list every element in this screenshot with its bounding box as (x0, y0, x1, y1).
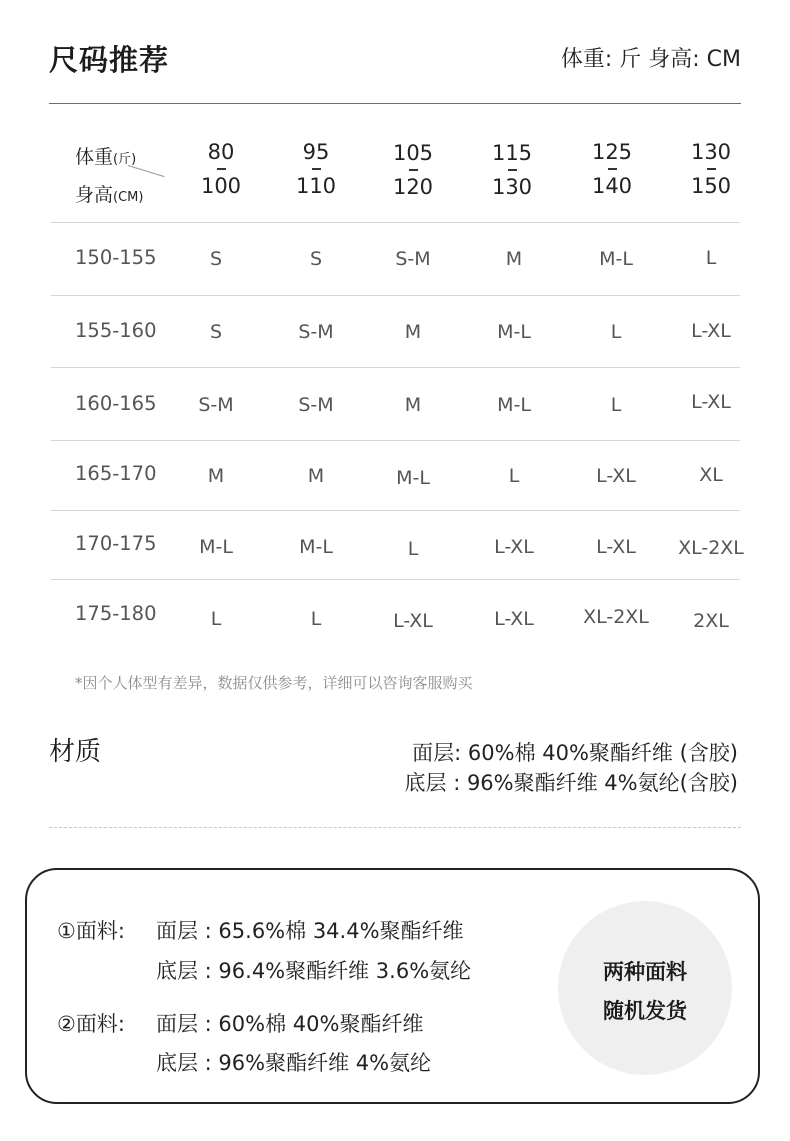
table-cell: L (508, 465, 520, 487)
column-header: 80 100 (200, 140, 242, 198)
table-cell: L-XL (494, 608, 534, 630)
fabric-option-2-label: ②面料: (57, 1012, 125, 1036)
table-cell: L (705, 247, 717, 269)
table-cell: M (404, 321, 422, 343)
table-cell: L-XL (691, 391, 731, 413)
table-cell: L (310, 608, 322, 630)
corner-diagonal (128, 165, 165, 177)
section-divider (49, 827, 741, 828)
units-legend: 体重: 斤 身高: CM (560, 47, 741, 72)
row-divider (51, 579, 740, 580)
badge-line-2: 随机发货 (603, 999, 687, 1023)
header-divider (49, 103, 741, 104)
table-cell: L (610, 394, 622, 416)
fabric-option-2-outer: 面层 : 60%棉 40%聚酯纤维 (156, 1012, 424, 1036)
table-cell: L-XL (494, 536, 534, 558)
table-cell: S-M (395, 248, 431, 270)
table-cell: S-M (298, 321, 334, 343)
row-label: 150-155 (75, 246, 157, 269)
material-inner-layer: 底层 : 96%聚酯纤维 4%氨纶(含胶) (404, 771, 738, 795)
table-cell: M (307, 465, 325, 487)
column-header: 125 140 (591, 140, 633, 198)
column-header: 95 110 (295, 140, 337, 198)
corner-weight-label: 体重(斤) (75, 146, 137, 168)
table-cell: L-XL (596, 536, 636, 558)
row-label: 160-165 (75, 392, 157, 415)
table-cell: M-L (497, 321, 531, 343)
table-cell: M-L (396, 467, 430, 489)
table-cell: M-L (497, 394, 531, 416)
column-header: 115 130 (491, 141, 533, 199)
table-cell: XL-2XL (583, 606, 649, 628)
table-cell: XL (699, 464, 723, 486)
corner-height-label: 身高(CM) (75, 184, 144, 206)
row-divider (51, 367, 740, 368)
material-outer-layer: 面层: 60%棉 40%聚酯纤维 (含胶) (412, 741, 738, 765)
table-cell: L (210, 608, 222, 630)
table-cell: L-XL (596, 465, 636, 487)
page-title: 尺码推荐 (49, 43, 170, 77)
random-shipping-badge (558, 901, 732, 1075)
row-divider (51, 440, 740, 441)
badge-line-1: 两种面料 (603, 960, 687, 984)
table-cell: S (309, 248, 323, 270)
row-divider (51, 222, 740, 223)
table-cell: 2XL (693, 610, 729, 632)
table-cell: S-M (298, 394, 334, 416)
table-cell: M-L (199, 536, 233, 558)
row-divider (51, 510, 740, 511)
column-header: 105 120 (392, 141, 434, 199)
material-title: 材质 (49, 737, 102, 767)
fabric-option-1-label: ①面料: (57, 919, 125, 943)
fabric-option-1-inner: 底层 : 96.4%聚酯纤维 3.6%氨纶 (156, 959, 472, 983)
table-cell: L (407, 538, 419, 560)
row-divider (51, 295, 740, 296)
row-label: 165-170 (75, 462, 157, 485)
row-label: 170-175 (75, 532, 157, 555)
table-cell: L-XL (691, 320, 731, 342)
table-cell: M (505, 248, 523, 270)
table-cell: M-L (599, 248, 633, 270)
table-cell: S (209, 321, 223, 343)
table-cell: M-L (299, 536, 333, 558)
row-label: 175-180 (75, 602, 157, 625)
row-label: 155-160 (75, 319, 157, 342)
disclaimer-note: *因个人体型有差异，数据仅供参考，详细可以咨询客服购买 (75, 674, 473, 692)
table-cell: S-M (198, 394, 234, 416)
table-cell: S (209, 248, 223, 270)
column-header: 130 150 (690, 140, 732, 198)
table-cell: M (207, 465, 225, 487)
table-cell: L (610, 321, 622, 343)
table-cell: XL-2XL (678, 537, 744, 559)
table-cell: L-XL (393, 610, 433, 632)
fabric-option-2-inner: 底层 : 96%聚酯纤维 4%氨纶 (156, 1051, 432, 1075)
fabric-option-1-outer: 面层 : 65.6%棉 34.4%聚酯纤维 (156, 919, 464, 943)
table-cell: M (404, 394, 422, 416)
